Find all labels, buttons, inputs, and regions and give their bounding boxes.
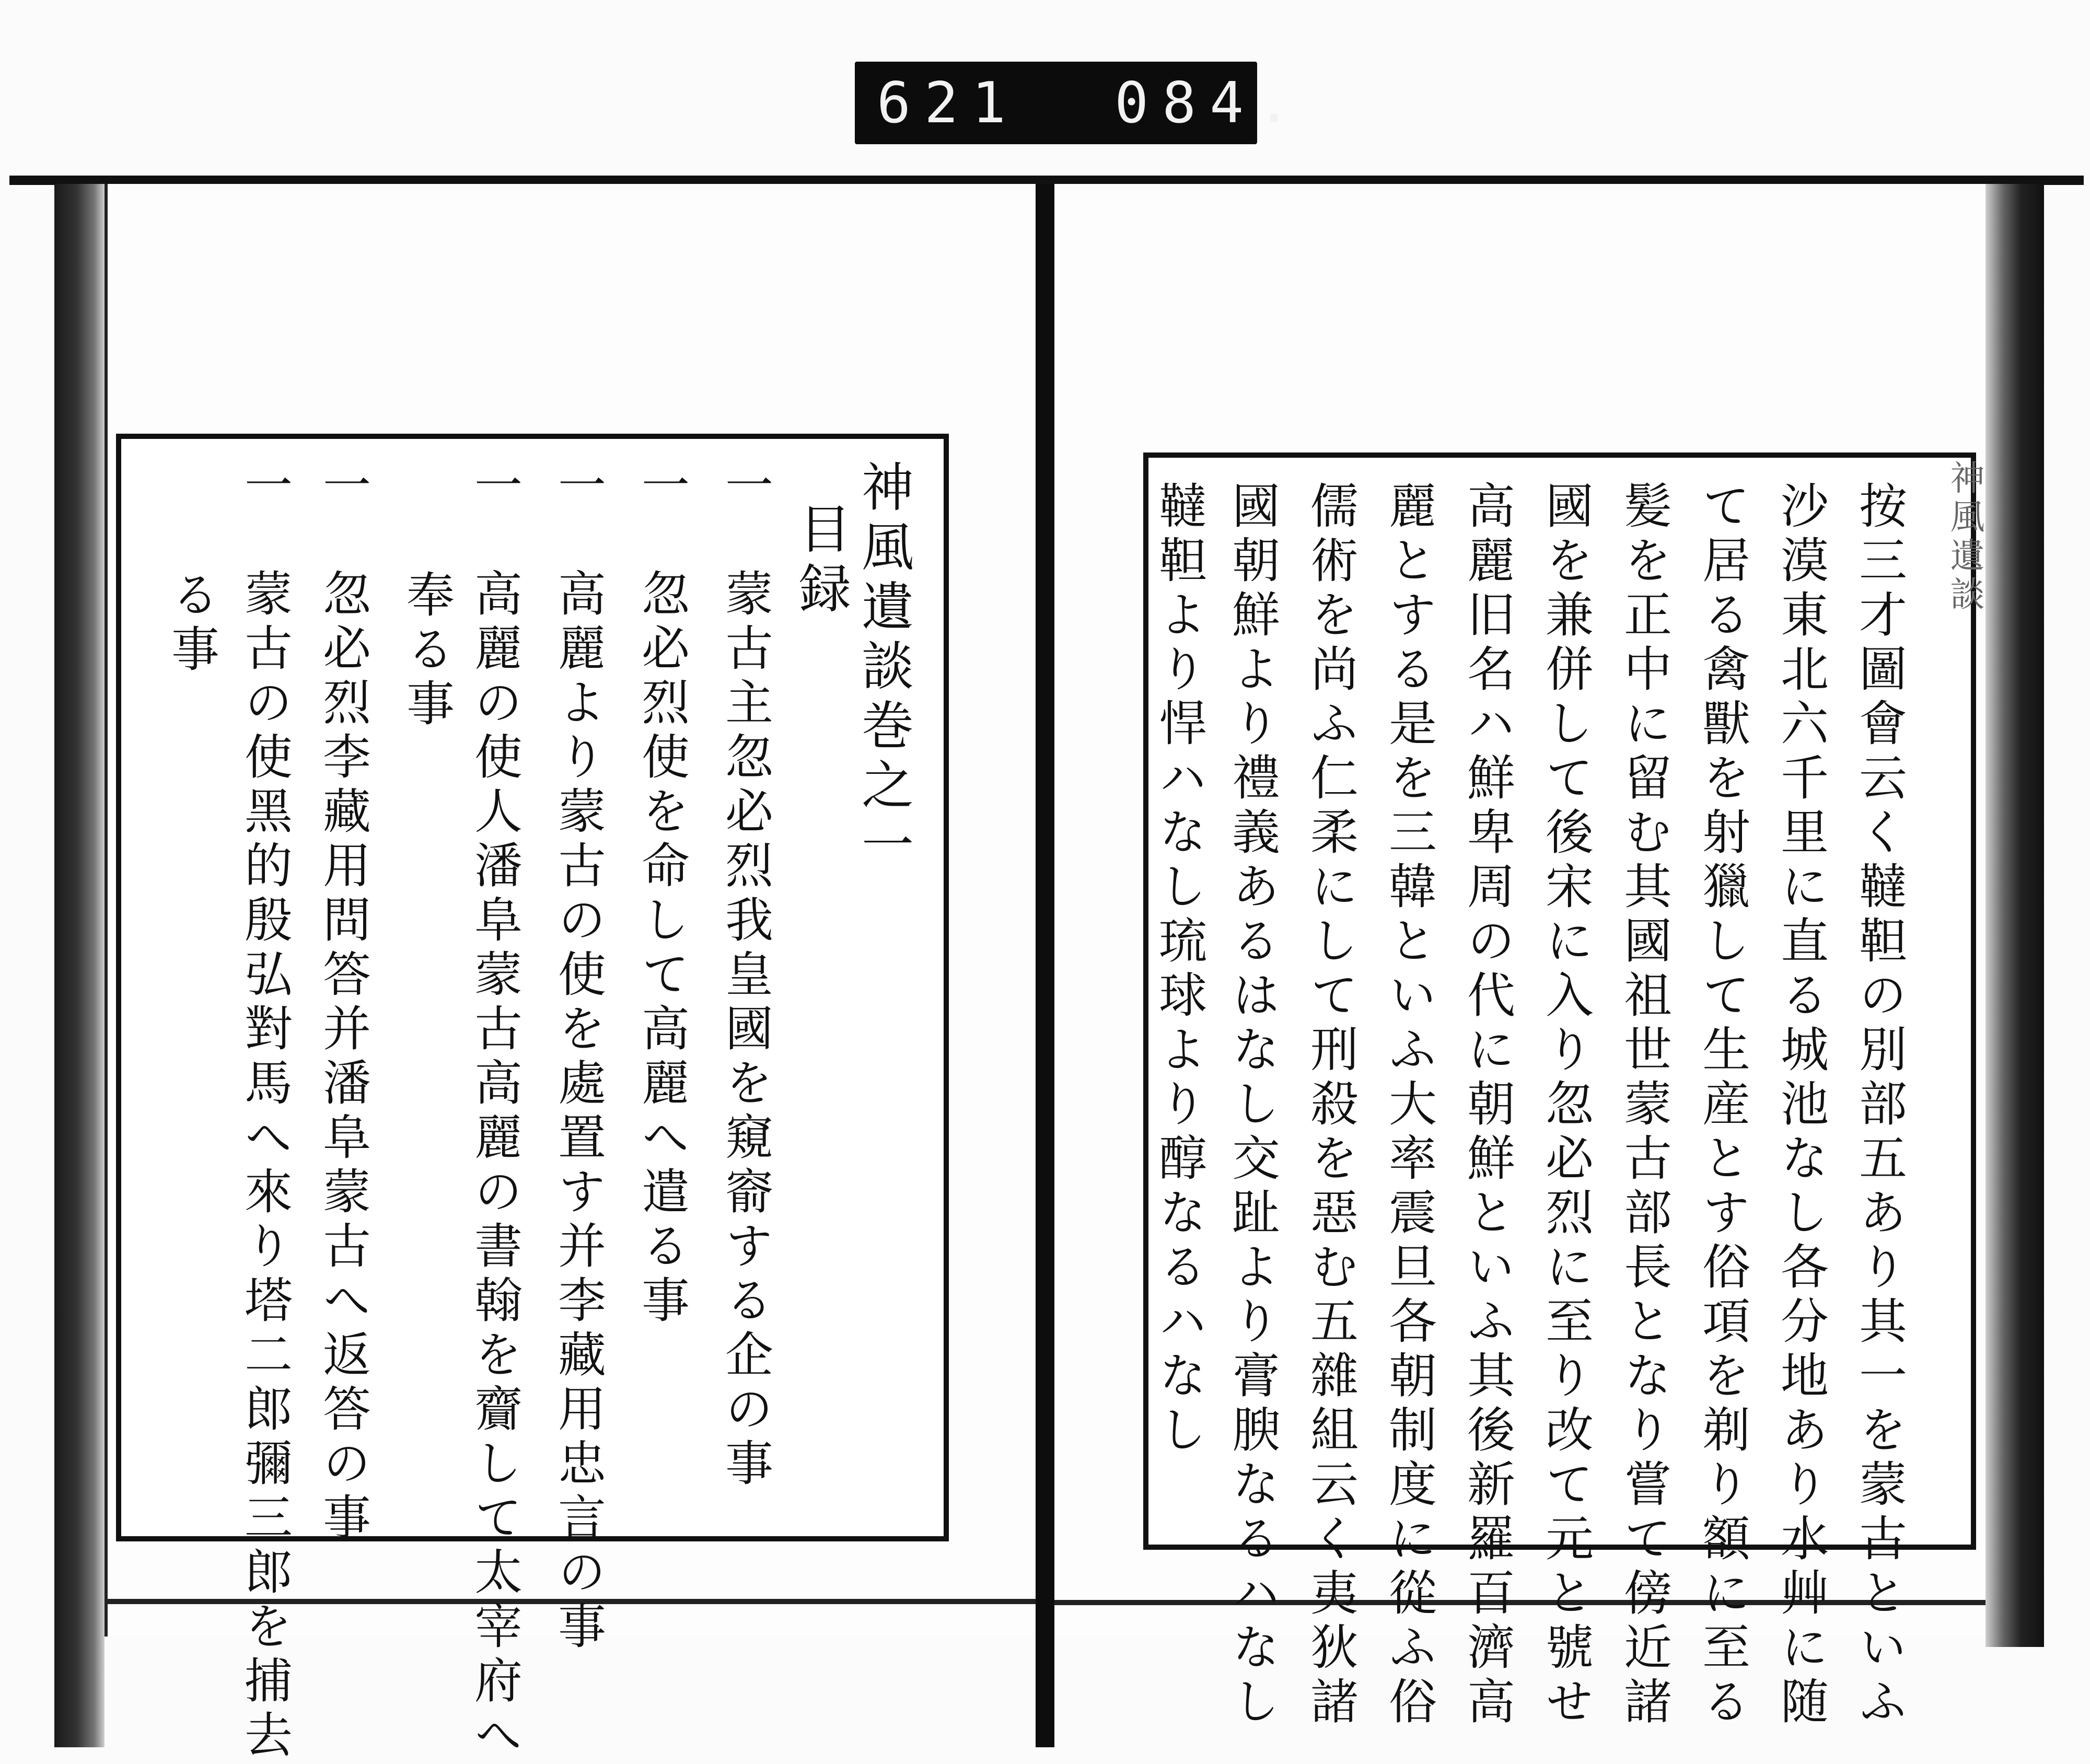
body-line: 按三才圖會云く韃靼の別部五あり其一を蒙古といふ [1851, 481, 1907, 1731]
contents-entry: 奉る事 [399, 570, 455, 733]
right-lower-rule [1054, 1600, 1985, 1605]
right-book-edge [1985, 184, 2044, 1647]
contents-entry: 一 蒙古の使黑的殷弘對馬へ來り塔二郎彌三郎を捕去 [237, 460, 293, 1764]
body-line: 麗とする是を三韓といふ大率震旦各朝制度に從ふ俗 [1381, 481, 1437, 1731]
contents-heading: 目録 [790, 502, 851, 621]
contents-entry: 一 高麗より蒙古の使を處置す并李藏用忠言の事 [550, 460, 606, 1655]
contents-entry: 一 忽必烈使を命して高麗へ遣る事 [634, 460, 690, 1329]
contents-entry: 一 蒙古主忽必烈我皇國を窺窬する企の事 [717, 460, 773, 1492]
body-line: 國を兼併して後宋に入り忽必烈に至り改て元と號せ [1538, 481, 1594, 1731]
contents-entry: 一 忽必烈李藏用問答并潘阜蒙古へ返答の事 [315, 460, 371, 1547]
body-line: 高麗旧名ハ鮮卑周の代に朝鮮といふ其後新羅百濟高 [1459, 481, 1515, 1731]
contents-entry: 一 高麗の使人潘阜蒙古高麗の書翰を齎して太宰府へ [467, 460, 522, 1764]
body-line: 沙漠東北六千里に直る城池なし各分地あり水艸に随 [1773, 481, 1829, 1731]
body-line: 儒術を尚ふ仁柔にして刑殺を惡む五雜組云く夷狄諸 [1303, 481, 1358, 1731]
left-book-edge [54, 184, 104, 1747]
body-line: て居る禽獸を射獵して生産とす俗項を剃り額に至る [1694, 481, 1750, 1731]
body-line: 韃靼より悍ハなし琉球より醇なるハなし [1151, 481, 1207, 1459]
body-line: 髪を正中に留む其國祖世蒙古部長となり嘗て傍近諸 [1616, 481, 1672, 1731]
catalog-number-label: 621 084. [855, 62, 1257, 144]
body-line: 國朝鮮より禮義あるはなし交趾より膏腴なるハなし [1224, 481, 1280, 1731]
book-title: 神風遺談巻之一 [853, 460, 914, 877]
book-spine [1036, 184, 1054, 1747]
right-margin-title: 神風遺談 [1944, 460, 1984, 614]
contents-entry: る事 [164, 570, 219, 678]
